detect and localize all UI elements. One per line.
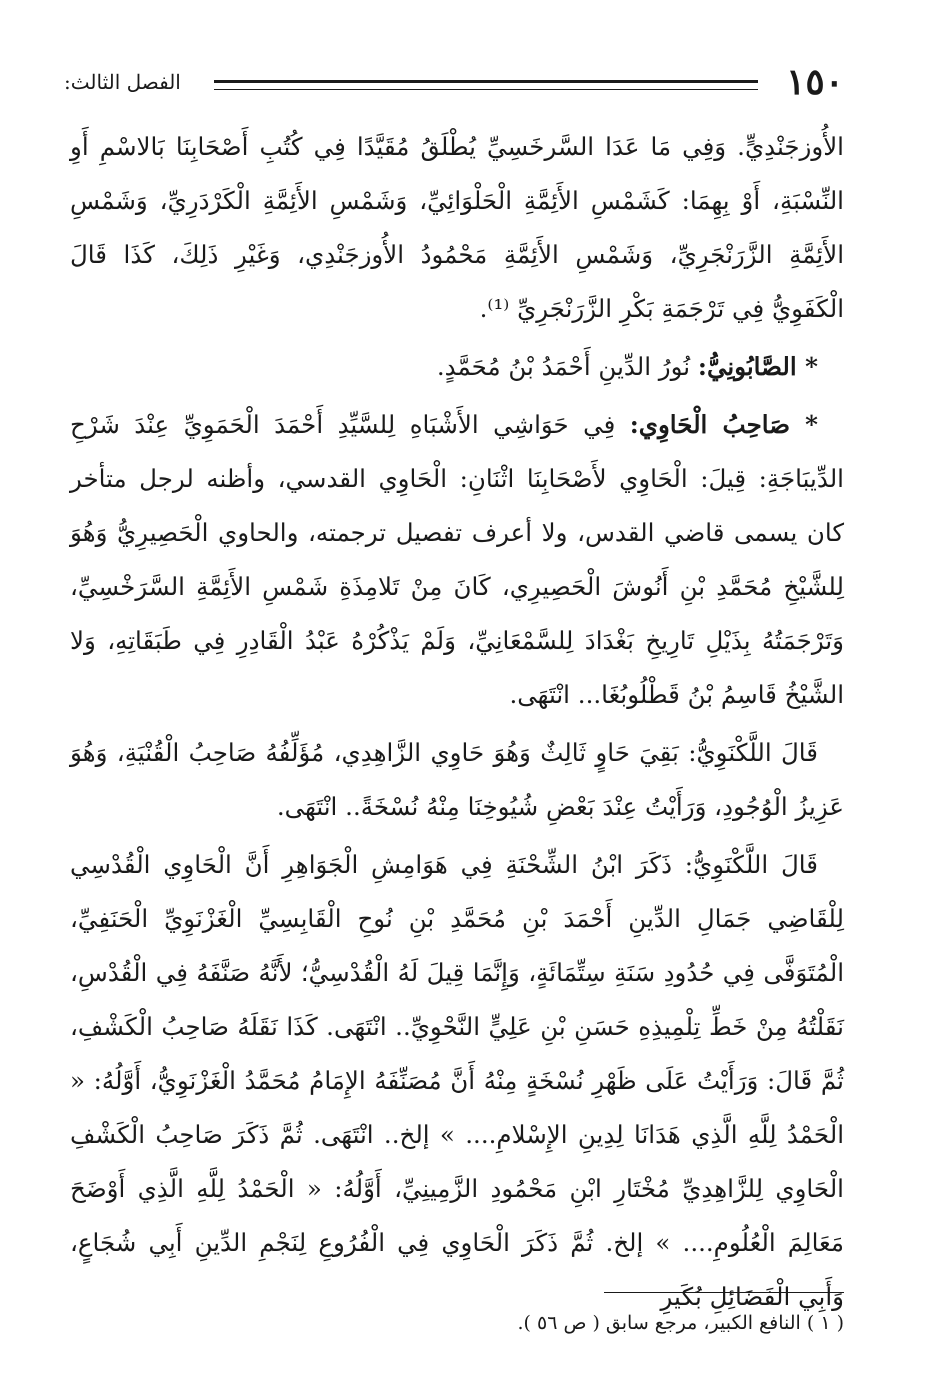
chapter-title: الفصل الثالث:: [64, 70, 181, 94]
header-rule: [214, 80, 758, 90]
page-body: [70, 120, 844, 1328]
footnote: ( ١ ) النافع الكبير، مرجع سابق ( ص ٥٦ ).: [517, 1312, 844, 1334]
entry-text: فِي حَوَاشِي الأَشْبَاهِ لِلسَّيِّدِ أَحْمَدَ الْحَمَوِيِّ عِنْدَ شَرْحِ الدِّيبَاجَةِ: قِيلَ: الْحَاوِي لأَصْحَابِنَا اثْنَانِ: الْحَاوِي القدسي، وأظنه لرجل متأخر كان يسمى قاضي القدس، ولا أعرف تفصيل ترجمته، والحاوي الْحَصِيرِيُّ وَهُوَ لِلشَّيْخِ مُحَمَّدِ بْنِ أَنُوشَ الْحَصِيرِي، كَانَ مِنْ تَلامِذَةِ شَمْسِ الأَئِمَّةِ السَّرَخْسِيِّ، وَتَرْجَمَتُهُ بِذَيْلِ تَارِيخِ بَغْدَادَ لِلسَّمْعَانِيِّ، وَلَمْ يَذْكُرْهُ عَبْدُ الْقَادِرِ فِي طَبَقَاتِهِ، وَلا الشَّيْخُ قَاسِمُ بْنُ قَطْلُوبُغَا... انْتَهَى.: [70, 410, 844, 709]
entry-text: نُورُ الدِّينِ أَحْمَدُ بْنُ مُحَمَّدٍ.: [436, 352, 698, 381]
entry-sahib-al-hawi: [70, 398, 844, 722]
footnote-separator: [604, 1292, 844, 1293]
paragraph: قَالَ اللَّكْنَوِيُّ: بَقِيَ حَاوٍ ثَالِثٌ وَهُوَ حَاوِي الزَّاهِدِي، مُؤَلِّفُهُ صَاحِبُ الْقُنْيَةِ، وَهُوَ عَزِيزُ الْوُجُودِ، وَرَأَيْتُ عِنْدَ بَعْضِ شُيُوخِنَا مِنْهُ نُسْخَةً.. انْتَهَى.: [70, 738, 844, 821]
entry-title: * الصَّابُونِيُّ:: [697, 352, 818, 381]
page-header: [64, 62, 844, 106]
paragraph: قَالَ اللَّكْنَوِيُّ: ذَكَرَ ابْنُ الشِّحْنَةِ فِي هَوَامِشِ الْجَوَاهِرِ أَنَّ الْحَاوِي الْقُدْسِي لِلْقَاضِي جَمَالِ الدِّينِ أَحْمَدَ بْنِ مُحَمَّدِ بْنِ نُوحِ الْقَابِسِيِّ الْغَزْنَوِيِّ الْحَنَفِيِّ، الْمُتَوَفَّى فِي حُدُودِ سَنَةِ سِتِّمَائَةٍ، وَإِنَّمَا قِيلَ لَهُ الْقُدْسِيُّ؛ لأَنَّهُ صَنَّفَهُ فِي الْقُدْسِ، نَقَلْتُهُ مِنْ خَطِّ تِلْمِيذِهِ حَسَنِ بْنِ عَلِيٍّ النَّحْوِيِّ.. انْتَهَى. كَذَا نَقَلَهُ صَاحِبُ الْكَشْفِ، ثُمَّ قَالَ: وَرَأَيْتُ عَلَى ظَهْرِ نُسْخَةٍ مِنْهُ أَنَّ مُصَنِّفَهُ الإِمَامُ مُحَمَّدُ الْغَزْنَوِيُّ، أَوَّلُهُ: « الْحَمْدُ لِلَّهِ الَّذِي هَدَانَا لِدِينِ الإِسْلامِ.... » إلخ.. انْتَهَى. ثُمَّ ذَكَرَ صَاحِبُ الْكَشْفِ الْحَاوِي لِلزَّاهِدِيِّ مُخْتَارِ ابْنِ مَحْمُودِ الزَّمِينِيِّ، أَوَّلُهُ: « الْحَمْدُ لِلَّهِ الَّذِي أَوْضَحَ مَعَالِمَ الْعُلُومِ.... » إلخ. ثُمَّ ذَكَرَ الْحَاوِي فِي الْفُرُوعِ لِنَجْمِ الدِّينِ أَبِي شُجَاعٍ، وَأَبِي الْفَضَائِلِ بُكَيرِ: [70, 850, 844, 1311]
paragraph: الأُوزجَنْدِيٍّ. وَفِي مَا عَدَا السَّرخَسِيِّ يُطْلَقُ مُقَيَّدًا فِي كُتُبِ أَصْحَابِنَا بَالاسْمِ أَوِ النِّسْبَةِ، أَوْ بِهِمَا: كَشَمْسِ الأَئِمَّةِ الْحَلْوَائِيِّ، وَشَمْسِ الأَئِمَّةِ الْكَرْدَرِيِّ، وَشَمْسِ الأَئِمَّةِ الزَّرَنْجَرِيِّ، وَشَمْسِ الأَئِمَّةِ مَحْمُودُ الأُوزجَنْدِي، وَغَيْرِ ذَلِكَ، كَذَا قَالَ الْكَفَوِيُّ فِي تَرْجَمَةِ بَكْرِ الزَّرَنْجَرِيِّ ⁽¹⁾.: [70, 132, 844, 323]
entry-sabuni: [70, 340, 844, 394]
entry-title: * صَاحِبُ الْحَاوِي:: [629, 410, 818, 439]
page-number: ١٥٠: [785, 61, 844, 103]
